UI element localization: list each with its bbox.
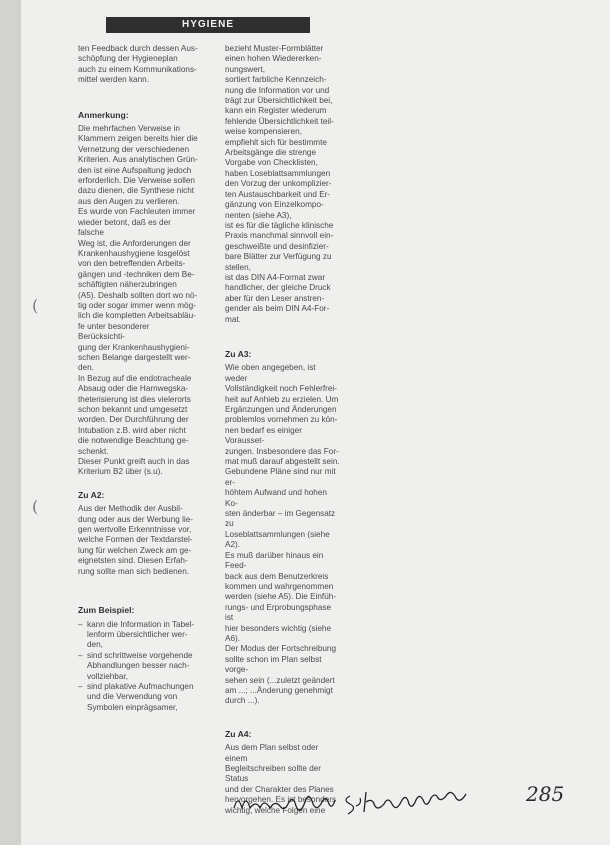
text-line: und der Charakter des Planes <box>225 784 334 794</box>
document-page <box>20 0 610 845</box>
text-line: Vernetzung der verschiedenen <box>78 144 190 154</box>
text-line: mat muß darauf abgestellt sein. <box>225 457 340 467</box>
text-line: ist es für die tägliche klinische <box>225 220 334 230</box>
text-line: Wie oben angegeben, ist weder <box>225 363 316 383</box>
text-line: ist das DIN A4-Format zwar <box>225 272 326 282</box>
text-line: Intubation z.B. wird aber nicht <box>78 425 186 435</box>
text-line: hervorgehen. Es ist besonders <box>225 795 337 805</box>
zu-a2-body <box>78 504 198 577</box>
text-line: Ergänzungen und Änderungen <box>225 405 337 414</box>
text-line: höhtem Aufwand und hohen Ko- <box>225 488 327 508</box>
list-item: – sind plakative Aufmachungen und die Verwendung von Symbolen einprägsamer, <box>78 682 198 713</box>
text-line: empfiehlt sich für bestimmte <box>225 137 327 147</box>
zu-a4-heading: Zu A4: <box>225 728 252 739</box>
text-line: wieder betont, daß es der falsche <box>78 217 171 238</box>
handwritten-signature <box>232 786 482 816</box>
text-line: bezieht Muster-Formblätter <box>225 44 324 53</box>
text-line: kann ein Register wiederum <box>225 106 327 116</box>
text-line: problemlos vornehmen zu kön- <box>225 415 338 425</box>
text-line: durch ...). <box>225 696 260 706</box>
text-line: dung oder aus der Werbung lie- <box>78 514 194 524</box>
text-line: nenten (siehe A3), <box>225 210 292 220</box>
text-line: worden. Der Durchführung der <box>78 415 189 425</box>
text-line: Vollständigkeit noch Fehlerfrei- <box>225 384 337 394</box>
text-line: den Vorzug der unkomplizier- <box>225 179 332 189</box>
section-header: HYGIENE <box>106 17 310 33</box>
text-line: schöpfung der Hygieneplan <box>78 54 178 64</box>
text-line: ten Austauschbarkeit und Er- <box>225 189 331 199</box>
text-line: sollte schon im Plan selbst vorge- <box>225 654 322 675</box>
text-line: Aus dem Plan selbst oder einem <box>225 743 319 763</box>
text-line: back aus dem Benutzerkreis <box>225 571 329 581</box>
text-line: haben Loseblattsammlungen <box>225 168 331 178</box>
beispiel-list <box>78 620 198 714</box>
text-line: gung der Krankenhaushygieni- <box>78 342 190 352</box>
text-line: Vorgabe von Checklisten, <box>225 158 318 168</box>
text-line: schäftigten näherzubringen <box>78 280 177 290</box>
text-line: ten Feedback durch dessen Aus- <box>78 44 198 53</box>
text-line: zungen. Insbesondere das For- <box>225 446 339 456</box>
text-line: gängen und -techniken dem Be- <box>78 269 195 279</box>
text-line: geschweißte und desinfizier- <box>225 241 329 251</box>
text-line: nungswert, <box>225 64 266 74</box>
text-line: nen bedarf es einiger Vorausset- <box>225 425 302 446</box>
text-line: wichtig, welche Folgen eine <box>225 805 326 815</box>
text-line: Kriterien. Aus analytischen Grün- <box>78 155 198 165</box>
text-line: heit auf Anhieb zu erzielen. Um <box>225 394 339 404</box>
text-line: Weg ist, die Anforderungen der <box>78 238 191 248</box>
text-line: Gebundene Pläne sind nur mit er- <box>225 467 336 487</box>
text-line: handlicher, der gleiche Druck <box>225 283 331 293</box>
text-line: welche Formen der Textdarstel- <box>78 535 193 545</box>
text-line: sehen sein (...zuletzt geändert <box>225 675 335 685</box>
right-intro-body <box>225 44 340 325</box>
zu-a3-body <box>225 363 340 706</box>
text-line: weise kompensieren, <box>225 127 302 137</box>
text-line: auch zu einem Kommunikations- <box>78 64 197 74</box>
text-line: von den betreffenden Arbeits- <box>78 259 186 269</box>
text-line: Klammern zeigen bereits hier die <box>78 134 198 144</box>
text-line: lung für welchen Zweck am ge- <box>78 545 192 555</box>
scan-edge-strip <box>0 0 20 845</box>
text-line: schon bekannt und umgesetzt <box>78 405 188 414</box>
text-line: Der Modus der Fortschreibung <box>225 644 337 654</box>
text-line: eignetsten sind. Diesen Erfah- <box>78 556 188 566</box>
text-line: mat. <box>225 314 241 324</box>
text-line: werden (siehe A5). Die Einfüh- <box>225 592 337 602</box>
text-line: gen wertvolle Erkenntnisse vor, <box>78 525 192 535</box>
zu-a2-heading: Zu A2: <box>78 489 105 500</box>
text-line: trägt zur Übersichtlichkeit bei, <box>225 96 333 106</box>
text-line: Die mehrfachen Verweise in <box>78 124 180 134</box>
anmerkung-heading: Anmerkung: <box>78 109 129 120</box>
text-line: sten änderbar – im Gegensatz zu <box>225 509 336 529</box>
text-line: bare Blätter zur Verfügung zu <box>225 252 332 262</box>
text-line: den. <box>78 363 94 373</box>
zum-beispiel-heading: Zum Beispiel: <box>78 605 135 616</box>
text-line: Arbeitsgänge die strenge <box>225 148 317 158</box>
text-line: Aus der Methodik der Ausbil- <box>78 504 183 514</box>
text-line: gender als beim DIN A4-For- <box>225 304 330 314</box>
text-line: Dieser Punkt greift auch in das <box>78 457 190 467</box>
text-line: stellen, <box>225 262 251 272</box>
text-line: gänzung von Einzelkompo- <box>225 200 324 210</box>
text-line: schenkt. <box>78 446 109 456</box>
text-line: lich die kompletten Arbeitsabläu- <box>78 311 196 321</box>
right-column <box>225 44 340 816</box>
left-column <box>78 44 198 713</box>
text-line: mittel werden kann. <box>78 75 149 85</box>
text-line: theterisierung ist dies vielerorts <box>78 394 191 404</box>
text-line: fe unter besonderer Berücksichti- <box>78 321 150 342</box>
text-line: kommen und wahrgenommen <box>225 581 334 591</box>
list-item: – kann die Information in Tabel- lenform übersichtlicher wer- den, <box>78 620 198 651</box>
page-number: 285 <box>526 782 565 806</box>
text-line: die notwendige Beachtung ge- <box>78 436 189 446</box>
text-line: nung die Information vor und <box>225 85 330 95</box>
text-line: Loseblattsammlungen (siehe A2). <box>225 529 330 550</box>
left-intro <box>78 44 198 86</box>
text-line: dazu dienen, die Synthese nicht <box>78 186 195 196</box>
text-line: Es wurde von Fachleuten immer <box>78 207 196 217</box>
text-line: aber für den Leser anstren- <box>225 293 325 303</box>
text-line: sortiert farbliche Kennzeich- <box>225 75 327 85</box>
text-line: rung sollte man sich bedienen. <box>78 566 190 576</box>
punch-hole-mark-lower: ( <box>32 497 39 516</box>
text-line: hier besonders wichtig (siehe A6). <box>225 623 332 643</box>
text-line: In Bezug auf die endotracheale <box>78 373 192 383</box>
text-line: Absaug oder die Harnwegska- <box>78 384 189 394</box>
text-line: Es muß darüber hinaus ein Feed- <box>225 550 324 571</box>
text-line: fehlende Übersichtlichkeit teil- <box>225 116 334 126</box>
text-line: Begleitschreiben sollte der Status <box>225 764 322 784</box>
text-line: erforderlich. Die Verweise sollen <box>78 176 195 186</box>
text-line: einen hohen Wiedererken- <box>225 54 322 64</box>
text-line: rungs- und Erprobungsphase ist <box>225 602 332 623</box>
zu-a3-heading: Zu A3: <box>225 348 252 359</box>
anmerkung-body <box>78 124 198 478</box>
text-line: den ist eine Aufspaltung jedoch <box>78 165 192 175</box>
text-line: Praxis manchmal sinnvoll ein- <box>225 231 334 241</box>
list-item: – sind schrittweise vorgehende Abhandlungen besser nach- vollziehbar, <box>78 651 198 682</box>
text-line: schen Belange dargestellt wer- <box>78 352 191 362</box>
text-line: am ...; ...Änderung genehmigt <box>225 685 333 695</box>
text-line: tig oder sogar immer wenn mög- <box>78 300 196 310</box>
text-line: aus den Augen zu verlieren. <box>78 196 180 206</box>
punch-hole-mark-upper: ( <box>32 296 39 315</box>
text-line: (A5). Deshalb sollten dort wo nö- <box>78 290 198 300</box>
text-line: Krankenhaushygiene losgelöst <box>78 248 190 258</box>
text-line: Kriterium B2 über (s.u). <box>78 467 163 477</box>
